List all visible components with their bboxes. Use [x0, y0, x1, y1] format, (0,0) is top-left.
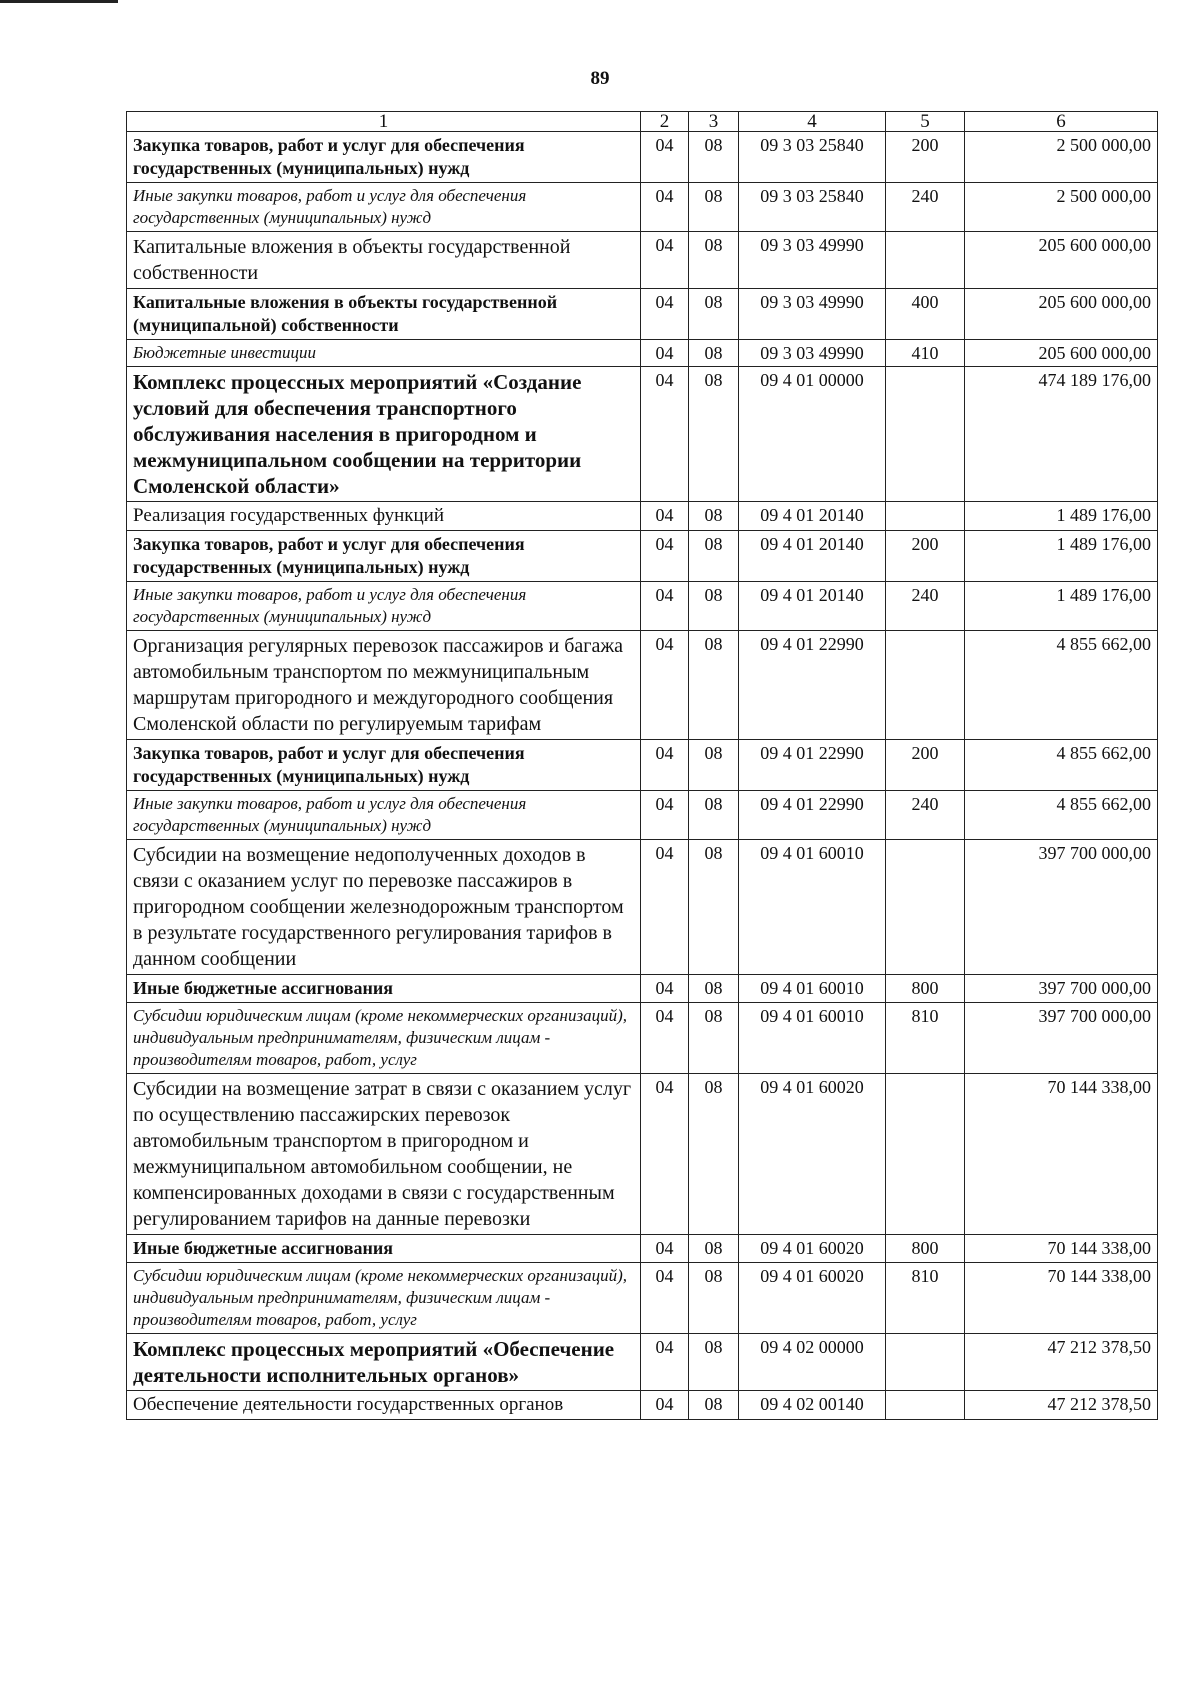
row-amount-cell: 47 212 378,50 [965, 1334, 1158, 1391]
row-target-article-cell: 09 3 03 25840 [739, 132, 886, 183]
row-amount-cell: 4 855 662,00 [965, 740, 1158, 791]
table-row [127, 183, 1158, 232]
row-expense-type-cell [886, 1074, 965, 1235]
row-name-cell: Капитальные вложения в объекты государственной (муниципальной) собственности [127, 289, 641, 340]
row-target-article-cell: 09 3 03 49990 [739, 232, 886, 289]
col-header-subsection: 3 [689, 112, 739, 132]
row-expense-type-cell: 200 [886, 531, 965, 582]
row-section-cell: 04 [641, 289, 689, 340]
row-target-article-cell: 09 4 02 00000 [739, 1334, 886, 1391]
table-row [127, 1074, 1158, 1235]
row-section-cell: 04 [641, 582, 689, 631]
row-section-cell: 04 [641, 1003, 689, 1074]
row-expense-type-cell: 400 [886, 289, 965, 340]
row-expense-type-cell: 810 [886, 1263, 965, 1334]
row-target-article-cell: 09 4 01 20140 [739, 582, 886, 631]
row-amount-cell: 70 144 338,00 [965, 1263, 1158, 1334]
table-row [127, 502, 1158, 531]
row-name-cell: Закупка товаров, работ и услуг для обеспечения государственных (муниципальных) нужд [127, 740, 641, 791]
row-section-cell: 04 [641, 531, 689, 582]
row-amount-cell: 1 489 176,00 [965, 531, 1158, 582]
budget-table [126, 111, 1158, 1420]
top-rule [0, 0, 118, 3]
row-expense-type-cell [886, 840, 965, 975]
table-row [127, 631, 1158, 740]
row-target-article-cell: 09 4 01 60010 [739, 975, 886, 1003]
row-expense-type-cell: 200 [886, 132, 965, 183]
row-section-cell: 04 [641, 740, 689, 791]
row-target-article-cell: 09 4 01 20140 [739, 531, 886, 582]
row-target-article-cell: 09 4 02 00140 [739, 1391, 886, 1420]
row-expense-type-cell [886, 1391, 965, 1420]
col-header-section: 2 [641, 112, 689, 132]
table-row [127, 1263, 1158, 1334]
row-subsection-cell: 08 [689, 1334, 739, 1391]
row-amount-cell: 2 500 000,00 [965, 183, 1158, 232]
row-subsection-cell: 08 [689, 1003, 739, 1074]
row-target-article-cell: 09 4 01 60020 [739, 1263, 886, 1334]
row-target-article-cell: 09 4 01 60020 [739, 1235, 886, 1263]
row-name-cell: Бюджетные инвестиции [127, 340, 641, 367]
row-target-article-cell: 09 4 01 22990 [739, 631, 886, 740]
row-section-cell: 04 [641, 340, 689, 367]
row-name-cell: Субсидии на возмещение затрат в связи с оказанием услуг по осуществлению пассажирских перевозок автомобильным транспортом в пригородном и межмуниципальном автомобильном сообщении, не компенсированных доходами в связи с государственным регулированием тарифов на данные перевозки [127, 1074, 641, 1235]
row-target-article-cell: 09 4 01 60010 [739, 1003, 886, 1074]
table-row [127, 531, 1158, 582]
row-section-cell: 04 [641, 1074, 689, 1235]
table-row [127, 1235, 1158, 1263]
row-target-article-cell: 09 3 03 25840 [739, 183, 886, 232]
row-name-cell: Иные закупки товаров, работ и услуг для обеспечения государственных (муниципальных) нужд [127, 582, 641, 631]
table-row [127, 132, 1158, 183]
row-expense-type-cell: 200 [886, 740, 965, 791]
row-amount-cell: 397 700 000,00 [965, 1003, 1158, 1074]
row-subsection-cell: 08 [689, 1235, 739, 1263]
row-section-cell: 04 [641, 840, 689, 975]
row-name-cell: Иные бюджетные ассигнования [127, 975, 641, 1003]
row-section-cell: 04 [641, 1235, 689, 1263]
row-name-cell: Закупка товаров, работ и услуг для обеспечения государственных (муниципальных) нужд [127, 132, 641, 183]
table-row [127, 1003, 1158, 1074]
row-section-cell: 04 [641, 975, 689, 1003]
row-amount-cell: 47 212 378,50 [965, 1391, 1158, 1420]
row-name-cell: Комплекс процессных мероприятий «Создание условий для обеспечения транспортного обслуживания населения в пригородном и межмуниципальном сообщении на территории Смоленской области» [127, 367, 641, 502]
header-row [127, 112, 1158, 132]
row-amount-cell: 1 489 176,00 [965, 582, 1158, 631]
row-subsection-cell: 08 [689, 582, 739, 631]
row-target-article-cell: 09 4 01 60020 [739, 1074, 886, 1235]
page-number: 89 [590, 68, 610, 89]
row-subsection-cell: 08 [689, 502, 739, 531]
row-name-cell: Реализация государственных функций [127, 502, 641, 531]
row-amount-cell: 2 500 000,00 [965, 132, 1158, 183]
row-expense-type-cell: 800 [886, 975, 965, 1003]
row-name-cell: Субсидии на возмещение недополученных доходов в связи с оказанием услуг по перевозке пассажиров в пригородном сообщении железнодорожным транспортом в результате государственного регулирования тарифов в данном сообщении [127, 840, 641, 975]
row-expense-type-cell [886, 367, 965, 502]
row-target-article-cell: 09 4 01 20140 [739, 502, 886, 531]
table-row [127, 582, 1158, 631]
row-amount-cell: 4 855 662,00 [965, 631, 1158, 740]
row-subsection-cell: 08 [689, 183, 739, 232]
row-expense-type-cell: 410 [886, 340, 965, 367]
row-name-cell: Субсидии юридическим лицам (кроме некоммерческих организаций), индивидуальным предпринимателям, физическим лицам - производителям товаров, работ, услуг [127, 1263, 641, 1334]
row-name-cell: Субсидии юридическим лицам (кроме некоммерческих организаций), индивидуальным предпринимателям, физическим лицам - производителям товаров, работ, услуг [127, 1003, 641, 1074]
row-subsection-cell: 08 [689, 975, 739, 1003]
row-expense-type-cell [886, 502, 965, 531]
row-subsection-cell: 08 [689, 631, 739, 740]
row-name-cell: Закупка товаров, работ и услуг для обеспечения государственных (муниципальных) нужд [127, 531, 641, 582]
row-amount-cell: 397 700 000,00 [965, 975, 1158, 1003]
row-section-cell: 04 [641, 1334, 689, 1391]
row-name-cell: Иные бюджетные ассигнования [127, 1235, 641, 1263]
row-expense-type-cell: 810 [886, 1003, 965, 1074]
table-row [127, 791, 1158, 840]
row-section-cell: 04 [641, 502, 689, 531]
row-amount-cell: 1 489 176,00 [965, 502, 1158, 531]
row-amount-cell: 205 600 000,00 [965, 232, 1158, 289]
row-subsection-cell: 08 [689, 740, 739, 791]
table-row [127, 840, 1158, 975]
row-expense-type-cell [886, 631, 965, 740]
row-section-cell: 04 [641, 132, 689, 183]
col-header-target-article: 4 [739, 112, 886, 132]
col-header-amount: 6 [965, 112, 1158, 132]
row-expense-type-cell: 240 [886, 582, 965, 631]
row-target-article-cell: 09 3 03 49990 [739, 340, 886, 367]
row-section-cell: 04 [641, 183, 689, 232]
row-amount-cell: 4 855 662,00 [965, 791, 1158, 840]
row-target-article-cell: 09 4 01 22990 [739, 740, 886, 791]
col-header-name: 1 [127, 112, 641, 132]
row-name-cell: Комплекс процессных мероприятий «Обеспечение деятельности исполнительных органов» [127, 1334, 641, 1391]
row-amount-cell: 70 144 338,00 [965, 1235, 1158, 1263]
row-name-cell: Иные закупки товаров, работ и услуг для обеспечения государственных (муниципальных) нужд [127, 791, 641, 840]
row-section-cell: 04 [641, 367, 689, 502]
row-section-cell: 04 [641, 791, 689, 840]
row-amount-cell: 474 189 176,00 [965, 367, 1158, 502]
row-subsection-cell: 08 [689, 1074, 739, 1235]
row-subsection-cell: 08 [689, 840, 739, 975]
row-subsection-cell: 08 [689, 791, 739, 840]
row-name-cell: Капитальные вложения в объекты государственной собственности [127, 232, 641, 289]
row-subsection-cell: 08 [689, 1263, 739, 1334]
table-row [127, 740, 1158, 791]
row-amount-cell: 397 700 000,00 [965, 840, 1158, 975]
row-section-cell: 04 [641, 232, 689, 289]
row-amount-cell: 70 144 338,00 [965, 1074, 1158, 1235]
row-section-cell: 04 [641, 1263, 689, 1334]
row-subsection-cell: 08 [689, 232, 739, 289]
row-subsection-cell: 08 [689, 340, 739, 367]
table-row [127, 340, 1158, 367]
row-expense-type-cell [886, 232, 965, 289]
row-name-cell: Иные закупки товаров, работ и услуг для обеспечения государственных (муниципальных) нужд [127, 183, 641, 232]
table-row [127, 975, 1158, 1003]
row-expense-type-cell: 240 [886, 183, 965, 232]
row-amount-cell: 205 600 000,00 [965, 340, 1158, 367]
row-name-cell: Обеспечение деятельности государственных органов [127, 1391, 641, 1420]
row-name-cell: Организация регулярных перевозок пассажиров и багажа автомобильным транспортом по межмуниципальным маршрутам пригородного и междугородного сообщения Смоленской области по регулируемым тарифам [127, 631, 641, 740]
row-subsection-cell: 08 [689, 289, 739, 340]
row-target-article-cell: 09 4 01 00000 [739, 367, 886, 502]
row-target-article-cell: 09 4 01 60010 [739, 840, 886, 975]
row-subsection-cell: 08 [689, 1391, 739, 1420]
row-subsection-cell: 08 [689, 367, 739, 502]
table-row [127, 367, 1158, 502]
row-section-cell: 04 [641, 631, 689, 740]
row-section-cell: 04 [641, 1391, 689, 1420]
row-expense-type-cell: 240 [886, 791, 965, 840]
row-target-article-cell: 09 4 01 22990 [739, 791, 886, 840]
row-target-article-cell: 09 3 03 49990 [739, 289, 886, 340]
row-expense-type-cell: 800 [886, 1235, 965, 1263]
table-row [127, 1391, 1158, 1420]
table-row [127, 289, 1158, 340]
table-row [127, 1334, 1158, 1391]
row-subsection-cell: 08 [689, 132, 739, 183]
col-header-expense-type: 5 [886, 112, 965, 132]
row-subsection-cell: 08 [689, 531, 739, 582]
row-amount-cell: 205 600 000,00 [965, 289, 1158, 340]
table-row [127, 232, 1158, 289]
row-expense-type-cell [886, 1334, 965, 1391]
